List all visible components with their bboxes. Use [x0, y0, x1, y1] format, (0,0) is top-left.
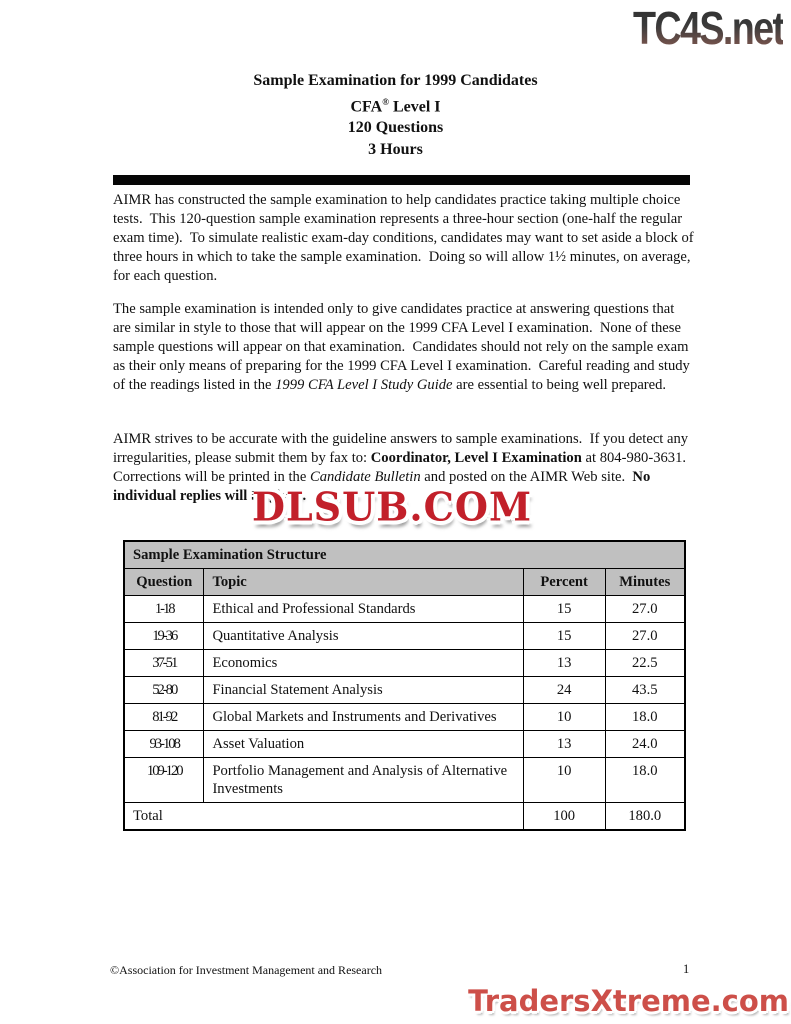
table-row	[124, 731, 685, 758]
cell-topic: Portfolio Management and Analysis of Alternative Investments	[204, 758, 523, 803]
title-line-4: 3 Hours	[368, 140, 423, 158]
table-title-row	[124, 541, 685, 569]
table-row	[124, 677, 685, 704]
cell-question: 52-80	[124, 677, 204, 704]
cell-question: 109-120	[124, 758, 204, 803]
paragraph-purpose	[113, 300, 695, 395]
tradersxtreme-watermark: TradersXtreme.com	[468, 984, 789, 1018]
cell-minutes: 24.0	[605, 731, 685, 758]
total-percent: 100	[523, 803, 605, 831]
cell-topic: Asset Valuation	[204, 731, 523, 758]
header-percent: Percent	[523, 569, 605, 596]
cfa-text: CFA	[350, 97, 383, 115]
cell-topic: Financial Statement Analysis	[204, 677, 523, 704]
level-text: Level I	[388, 97, 441, 115]
cell-question: 93-108	[124, 731, 204, 758]
cell-percent: 24	[523, 677, 605, 704]
cell-minutes: 43.5	[605, 677, 685, 704]
dlsub-watermark-stamp: DLSUB.COM	[252, 483, 533, 530]
cell-question: 81-92	[124, 704, 204, 731]
cell-minutes: 18.0	[605, 704, 685, 731]
registered-mark: ®	[382, 96, 389, 107]
p2-study-guide-italic: 1999 CFA Level I Study Guide	[275, 377, 453, 393]
cell-question: 37-51	[124, 650, 204, 677]
document-title	[0, 70, 791, 160]
page-number: 1	[683, 962, 690, 976]
header-question: Question	[124, 569, 204, 596]
table-total-row	[124, 803, 685, 831]
table-title: Sample Examination Structure	[124, 541, 685, 569]
cell-topic: Quantitative Analysis	[204, 623, 523, 650]
cell-percent: 13	[523, 650, 605, 677]
header-minutes: Minutes	[605, 569, 685, 596]
total-label: Total	[124, 803, 523, 831]
table-header-row	[124, 569, 685, 596]
cell-percent: 10	[523, 704, 605, 731]
table-row	[124, 623, 685, 650]
header-topic: Topic	[204, 569, 523, 596]
cell-percent: 10	[523, 758, 605, 803]
cell-percent: 15	[523, 623, 605, 650]
cell-topic: Ethical and Professional Standards	[204, 596, 523, 623]
exam-structure-table	[123, 540, 686, 831]
p3-run-0: AIMR strives to be accurate with the guideline answers to sample examinations. If you detect any irregularities, please submit them by fax to:	[113, 431, 692, 466]
p3-no-replies-bold: No individual replies will be given.	[113, 469, 654, 504]
title-line-1: Sample Examination for 1999 Candidates	[253, 72, 538, 89]
p2-run-2: are essential to being well prepared.	[452, 377, 667, 393]
cell-minutes: 27.0	[605, 623, 685, 650]
cell-question: 1-18	[124, 596, 204, 623]
copyright-notice: ©Association for Investment Management and Research	[110, 963, 383, 977]
cell-question: 19-36	[124, 623, 204, 650]
horizontal-rule	[113, 175, 690, 185]
cell-topic: Economics	[204, 650, 523, 677]
table-row	[124, 704, 685, 731]
p2-run-0: The sample examination is intended only to give candidates practice at answering questions that are similar in style to those that will appear on the 1999 CFA Level I examination. None of these sample questions will appear on that examination. Candidates should not rely on the sample exam as their only means of preparing for the 1999 CFA Level I examination. Careful reading and study of the readings listed in the	[113, 301, 694, 393]
table-row	[124, 650, 685, 677]
cell-percent: 13	[523, 731, 605, 758]
p3-coordinator-bold: Coordinator, Level I Examination	[370, 450, 582, 466]
table-row	[124, 758, 685, 803]
p3-bulletin-italic: Candidate Bulletin	[309, 469, 421, 485]
p3-run-2: at 804-980-3631. Corrections will be printed in the	[113, 450, 694, 485]
paragraph-intro: AIMR has constructed the sample examination to help candidates practice taking multiple choice tests. This 120-question sample examination represents a three-hour section (one-half the regular exam time). To simulate realistic exam-day conditions, candidates may want to set aside a block of three hours in which to take the sample examination. Doing so will allow 1½ minutes, on average, for each question.	[113, 192, 698, 284]
cell-minutes: 22.5	[605, 650, 685, 677]
tc4s-watermark: TC4S.net	[632, 2, 783, 54]
cell-minutes: 18.0	[605, 758, 685, 803]
title-line-3: 120 Questions	[347, 119, 444, 137]
title-line-2	[0, 92, 791, 118]
table-row	[124, 596, 685, 623]
p3-run-4: and posted on the AIMR Web site.	[420, 469, 633, 485]
total-minutes: 180.0	[605, 803, 685, 831]
cell-minutes: 27.0	[605, 596, 685, 623]
cell-percent: 15	[523, 596, 605, 623]
cell-topic: Global Markets and Instruments and Derivatives	[204, 704, 523, 731]
